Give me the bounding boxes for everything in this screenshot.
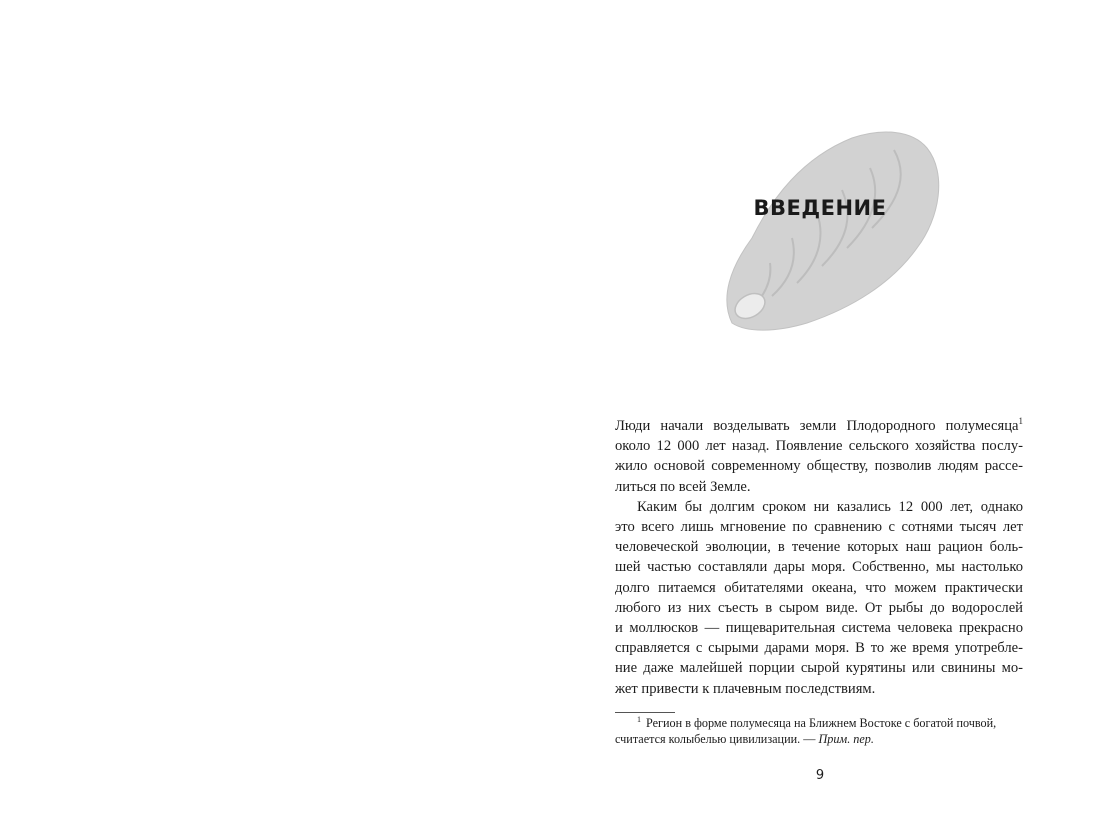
oyster-shell-icon [712, 118, 952, 338]
footnote-line [615, 732, 1027, 748]
text-run: Люди начали возделывать земли Плодородного полумесяца [615, 418, 1019, 434]
footnote-text: считается колыбелью цивилизации. — [615, 731, 816, 746]
paragraph-2 [615, 497, 1023, 699]
text-line: шей частью составляли дары моря. Собственно, мы настолько [615, 559, 1023, 576]
text-line: это всего лишь мгновение по сравнению с сотнями тысяч лет [615, 519, 1023, 536]
text-line: долго питаемся обитателями океана, что можем практически [615, 579, 1023, 596]
text-line: литься по всей Земле. [615, 478, 751, 495]
chapter-title: ВВЕДЕНИЕ [753, 196, 887, 220]
paragraph-1 [615, 416, 1023, 497]
text-line: около 12 000 лет назад. Появление сельского хозяйства послу- [615, 438, 1023, 455]
text-line: ние даже малейшей порции сырой курятины или свинины мо- [615, 660, 1023, 677]
footnote [615, 716, 1027, 747]
text-line: любого из них съесть в сыром виде. От рыбы до водорослей [615, 599, 1023, 616]
footnote-divider [615, 712, 675, 713]
text-line: справляется с сырыми дарами моря. В то же время употребле- [615, 640, 1023, 657]
text-line: человеческой эволюции, в течение которых наш рацион боль- [615, 539, 1023, 556]
page-number: 9 [815, 768, 825, 783]
text-line: жило основой современному обществу, позволив людям рассе- [615, 458, 1023, 475]
footnote-line [615, 716, 1027, 732]
body-text [615, 416, 1023, 699]
translator-note: Прим. пер. [818, 731, 874, 746]
text-line: жет привести к плачевным последствиям. [615, 680, 876, 697]
footnote-reference[interactable]: 1 [1018, 416, 1023, 426]
footnote-marker: 1 [637, 715, 641, 724]
text-line: Каким бы долгим сроком ни казались 12 000 лет, однако [637, 498, 1023, 515]
footnote-text: Регион в форме полумесяца на Ближнем Востоке с богатой почвой, [646, 716, 997, 730]
text-line: и моллюсков — пищеварительная система человека прекрасно [615, 620, 1023, 637]
text-line [615, 416, 1023, 436]
